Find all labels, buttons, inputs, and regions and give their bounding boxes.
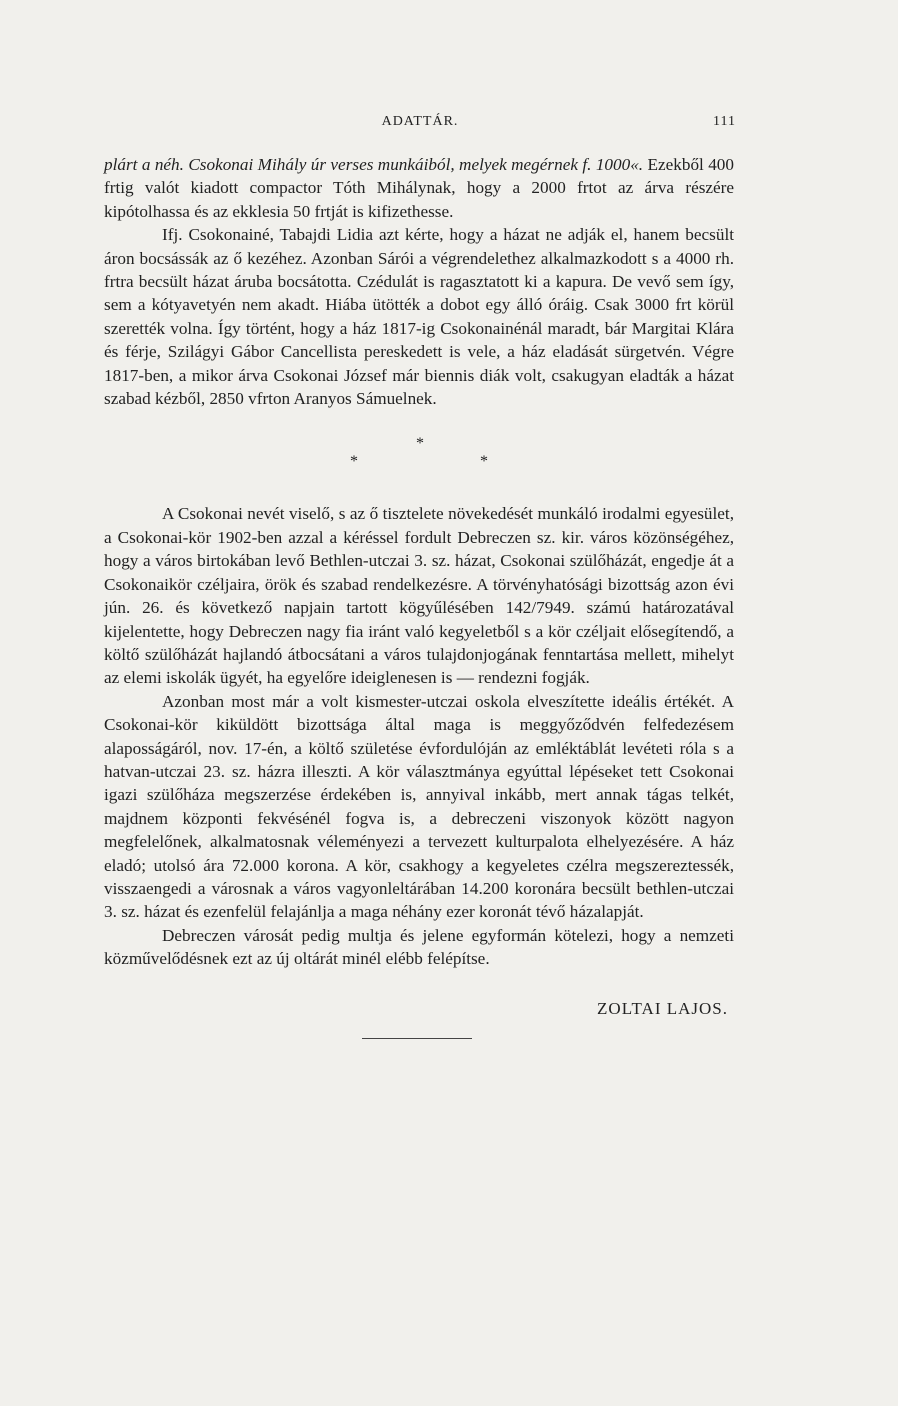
paragraph-3: A Csokonai nevét viselő, s az ő tisztelete növekedését munkáló irodalmi egyesület, a Csokonai-kör 1902-ben azzal a kéréssel fordult Debreczen sz. kir. város közönségéhez, hogy a város birtokában levő Bethlen-utczai 3. sz. házat, Csokonai szülőházát, engedje át a Csokonaikör czéljaira, örök és szabad rendelkezésre. A törvényhatósági bizottság azon évi jún. 26. és következő napjain tartott kögyűlésében 142/7949. számú határozatával kijelentette, hogy Debreczen nagy fia iránt való kegyeletből s a kör czéljait elősegítendő, a költő szülőházát hajlandó átbocsátani a város tulajdonjogának fenntartása mellett, mihelyt az elemi iskolák ügyét, ha egyelőre ideiglenesen is — rendezni fogják.	[104, 504, 734, 688]
asterism-star: *	[416, 435, 424, 453]
paragraph-continued-text: Ezekből 400 frtig valót kiadott compactor Tóth Mihálynak, hogy a 2000 frtot az árva részére kipótolhassa és az ekklesia 50 frtját is kifizethesse.	[104, 155, 734, 221]
paragraph-4: Azonban most már a volt kismester-utczai oskola elveszítette ideális értékét. A Csokonai-kör kiküldött bizottsága által maga is meggyőződvén felfedezésem alaposságáról, nov. 17-én, a költő születése évfordulóján az emléktáblát levéteti róla s a hatvan-utczai 23. sz. házra illeszti. A kör választmánya egyúttal lépéseket tett Csokonai igazi szülőháza megszerzése érdekében is, annyival inkább, mert annak tágas telkét, majdnem központi fekvésénél fogva is, a debreczeni viszonyok között nagyon megfelelőnek, alkalmatosnak véleményezi a tervezett kulturpalota elhelyezésére. A ház eladó; utolsó ára 72.000 korona. A kör, csakhogy a kegyeletes czélra megszereztessék, visszaengedi a városnak a város vagyonleltárában 14.200 koronára becsült bethlen-utczai 3. sz. házat és ezenfelül felajánlja a maga néhány ezer koronát tévő házalapját.	[104, 691, 734, 922]
paragraph-5: Debreczen városát pedig multja és jelene egyformán kötelezi, hogy a nemzeti közművelődésnek ezt az új oltárát minél elébb felépítse.	[104, 925, 734, 969]
author-signature: ZOLTAI LAJOS.	[597, 998, 728, 1018]
body-text	[104, 153, 734, 1039]
page-number: 111	[713, 114, 736, 129]
running-title: ADATTÁR.	[381, 114, 459, 129]
italic-book-title: plárt a néh. Csokonai Mihály úr verses munkáiból, melyek megérnek f. 1000«.	[104, 155, 644, 174]
paragraph-continued	[104, 153, 734, 223]
paragraph-2: Ifj. Csokonainé, Tabajdi Lidia azt kérte, hogy a házat ne adják el, hanem becsült áron bocsássák az ő kezéhez. Azonban Sárói a végrendelethez alkalmazkodott s a 4000 rh. frtra becsült házat áruba bocsátotta. Czédulát is ragasztatott ki a kapura. De vevő sem így, sem a kótyavetyén nem akadt. Hiába ütötték a dobot egy álló óráig. Csak 3000 frt körül szerették volna. Így történt, hogy a ház 1817-ig Csokonainénál maradt, bár Margitai Klára és férje, Szilágyi Gábor Cancellista pereskedett is vele, a ház eladását sürgetvén. Végre 1817-ben, a mikor árva Csokonai József már biennis diák volt, csakugyan eladták a házat szabad kézből, 2850 vfrton Aranyos Sámuelnek.	[104, 225, 734, 409]
asterism-star: *	[480, 453, 488, 471]
asterism-star: *	[350, 453, 358, 471]
running-header	[104, 114, 736, 138]
asterism-separator	[104, 430, 734, 480]
closing-rule	[362, 1038, 472, 1039]
